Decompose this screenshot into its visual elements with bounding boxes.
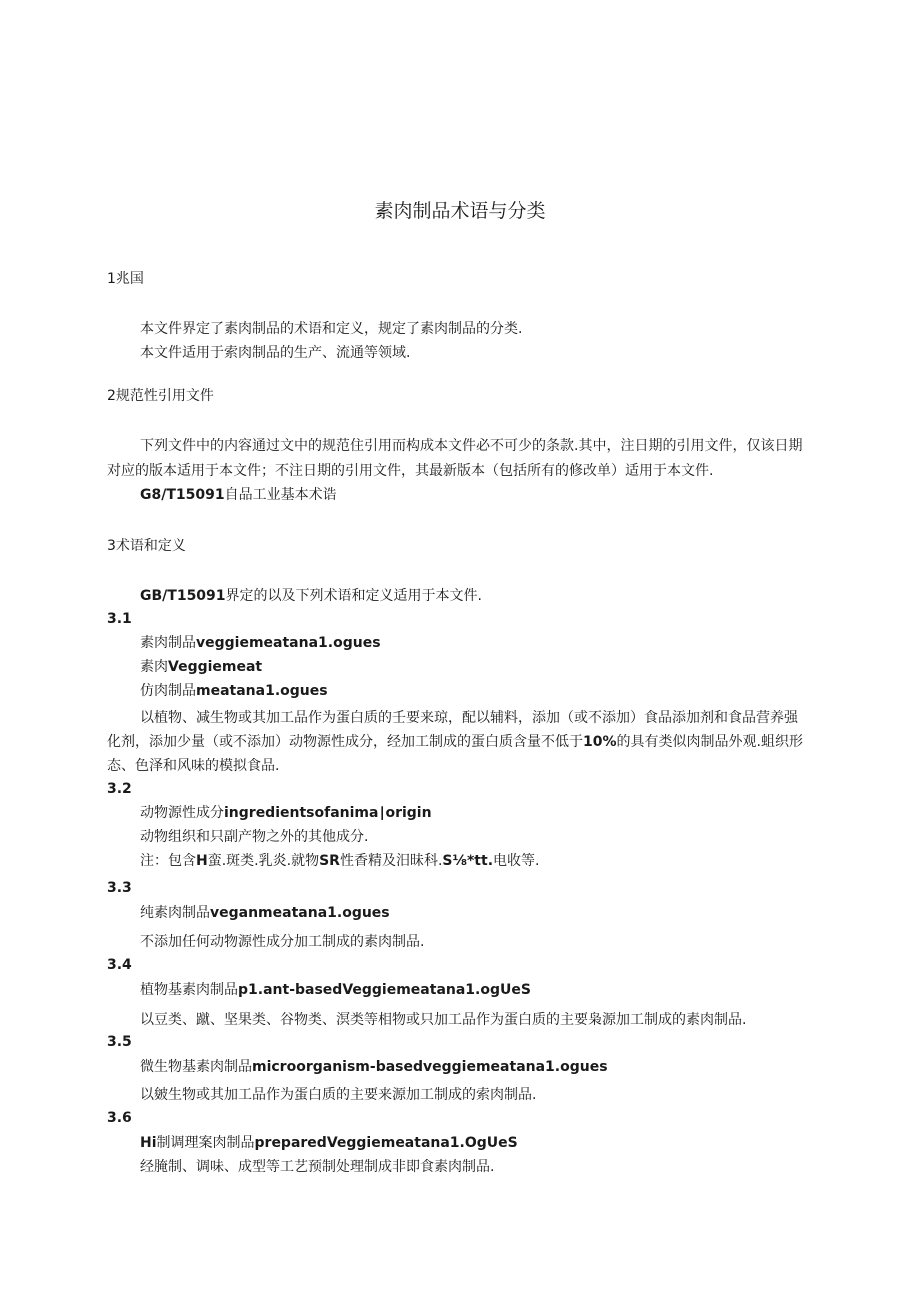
term-3-1-number: 3.1 — [107, 611, 132, 627]
term-3-1-synonym-2-zh: 仿肉制品 — [140, 683, 196, 699]
def-protein-percent: 10% — [583, 734, 617, 750]
term-3-2-name-en: ingredientsofanima∣origin — [224, 805, 432, 821]
section-3-heading: 3术语和定义 — [107, 538, 186, 554]
term-3-4-name — [140, 981, 531, 999]
term-3-3-definition: 不添加任何动物源性成分加工制成的素肉制品. — [140, 934, 425, 950]
section-1-para-1: 本文件界定了素肉制品的术语和定义，规定了素肉制品的分类. — [140, 321, 523, 337]
term-3-1-synonym-1 — [140, 658, 262, 676]
term-3-6-definition: 经腌制、调味、成型等工艺预制处理制成非即食素肉制品. — [140, 1159, 495, 1175]
reference-title: 自品工业基本术诰 — [224, 487, 337, 503]
term-3-2-number: 3.2 — [107, 781, 132, 797]
term-3-1-definition-line-1: 以植物、减生物或其加工品作为蛋白质的壬要来琼，配以辅料，添加（或不添加）食品添加剂和食品营养强 — [140, 710, 798, 726]
term-3-5-definition: 以皴生物或其加工品作为蛋白质的主要来源加工制成的索肉制品. — [140, 1087, 537, 1103]
term-3-2-note — [140, 852, 539, 870]
term-3-3-name — [140, 904, 390, 922]
term-3-6-name-en: preparedVeggiemeatana1.OgUeS — [254, 1135, 518, 1151]
term-3-6-name-prefix: Hi — [140, 1135, 157, 1151]
term-3-3-name-zh: 纯素肉制品 — [140, 905, 210, 921]
term-3-1-definition-line-2 — [107, 733, 803, 751]
term-3-1-synonym-2-en: meatana1.ogues — [196, 683, 328, 699]
term-3-2-definition: 动物组织和只副产物之外的其他成分. — [140, 829, 369, 845]
term-3-1-name — [140, 634, 381, 652]
term-3-5-name-en: microorganism-basedveggiemeatana1.ogues — [252, 1059, 608, 1075]
term-3-1-definition-line-3: 态、色泽和风味的模拟食品. — [107, 758, 280, 774]
section-2-para-line-2: 对应的版本适用于本文件；不注日期的引用文件，其最新版本（包括所有的修改单）适用于本文件. — [107, 463, 714, 479]
section-1-para-2: 本文件适用于索肉制品的生产、流通等领域. — [140, 345, 411, 361]
term-3-3-number: 3.3 — [107, 880, 132, 896]
term-3-2-name — [140, 804, 432, 822]
section-3-intro — [140, 587, 482, 605]
term-3-4-definition: 以豆类、蹴、坚果类、谷物类、溟类等相物或只加工品作为蛋白质的主要枭源加工制成的素肉制品. — [140, 1012, 747, 1028]
note-g: 电收等. — [493, 853, 540, 869]
note-b: H — [196, 853, 208, 869]
section-2-heading: 2规范性引用文件 — [107, 388, 214, 404]
term-3-5-name — [140, 1058, 608, 1076]
term-3-1-name-zh: 素肉制品 — [140, 635, 196, 651]
note-d: SR — [319, 853, 340, 869]
term-3-2-name-zh: 动物源性成分 — [140, 805, 224, 821]
section-2-para-line-1: 下列文件中的内容通过文中的规范住引用而构成本文件必不可少的条款.其中，注日期的引用文件，仅该日期 — [140, 438, 803, 454]
page-title: 素肉制品术语与分类 — [374, 200, 546, 222]
reference-code: G8/T15091 — [140, 487, 225, 503]
intro-text: 界定的以及下列术语和定义适用于本文件. — [225, 588, 482, 604]
term-3-5-number: 3.5 — [107, 1034, 132, 1050]
term-3-1-synonym-2 — [140, 682, 328, 700]
term-3-3-name-en: veganmeatana1.ogues — [210, 905, 390, 921]
term-3-6-name — [140, 1134, 518, 1152]
term-3-1-name-en: veggiemeatana1.ogues — [196, 635, 381, 651]
term-3-4-name-zh: 植物基素肉制品 — [140, 982, 238, 998]
note-c: 蛮.斑类.乳炎.就物 — [207, 853, 320, 869]
def-part-c: 的具有类似肉制品外观.蛆织形 — [616, 734, 803, 750]
note-e: 性香精及汨昧科. — [339, 853, 443, 869]
note-f: S⅛*tt. — [442, 853, 494, 869]
term-3-4-name-en: p1.ant-basedVeggiemeatana1.ogUeS — [238, 982, 531, 998]
term-3-6-name-zh: 制调理案肉制品 — [156, 1135, 255, 1151]
intro-code: GB/T15091 — [140, 588, 226, 604]
term-3-1-synonym-1-en: Veggiemeat — [168, 659, 263, 675]
normative-reference — [140, 486, 337, 504]
note-a: 注：包含 — [140, 853, 196, 869]
term-3-6-number: 3.6 — [107, 1110, 132, 1126]
term-3-4-number: 3.4 — [107, 957, 132, 973]
term-3-1-synonym-1-zh: 素肉 — [140, 659, 168, 675]
section-1-heading: 1兆国 — [107, 271, 144, 287]
def-part-a: 化剂，添加少量（或不添加）动物源性成分，经加工制成的蛋白质含量不低于 — [107, 734, 583, 750]
term-3-5-name-zh: 微生物基素肉制品 — [140, 1059, 252, 1075]
